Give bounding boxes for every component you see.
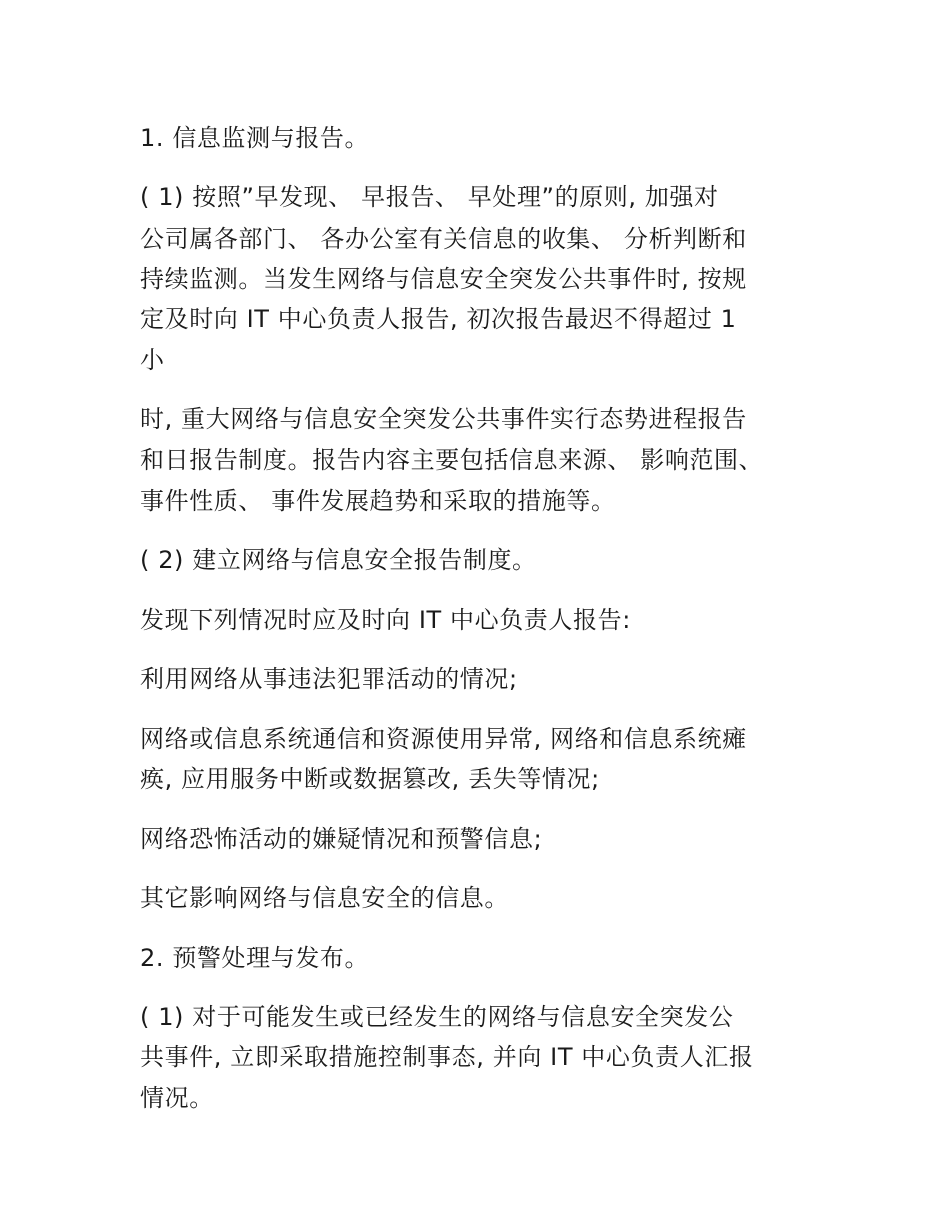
list-item: 利用网络从事违法犯罪活动的情况; xyxy=(140,665,518,693)
paragraph-line: 公司属各部门、 各办公室有关信息的收集、 分析判断和 xyxy=(140,225,747,253)
section-heading-warning: 2. 预警处理与发布。 xyxy=(140,944,370,972)
section-heading-monitoring: 1. 信息监测与报告。 xyxy=(140,124,370,152)
list-item: 痪, 应用服务中断或数据篡改, 丢失等情况; xyxy=(140,765,600,793)
list-item: 网络或信息系统通信和资源使用异常, 网络和信息系统瘫 xyxy=(140,725,747,753)
paragraph-line: 发现下列情况时应及时向 IT 中心负责人报告: xyxy=(140,606,631,634)
paragraph-line: 时, 重大网络与信息安全突发公共事件实行态势进程报告 xyxy=(140,405,747,433)
subsection-heading-report-system: ( 2) 建立网络与信息安全报告制度。 xyxy=(140,546,537,574)
paragraph-line: ( 1) 对于可能发生或已经发生的网络与信息安全突发公 xyxy=(140,1003,734,1031)
list-item: 网络恐怖活动的嫌疑情况和预警信息; xyxy=(140,825,543,853)
paragraph-line: 共事件, 立即采取措施控制事态, 并向 IT 中心负责人汇报 xyxy=(140,1043,754,1071)
list-item: 其它影响网络与信息安全的信息。 xyxy=(140,884,509,912)
paragraph-line: 和日报告制度。报告内容主要包括信息来源、 影响范围、 xyxy=(140,446,764,474)
paragraph-line: 持续监测。当发生网络与信息安全突发公共事件时, 按规 xyxy=(140,265,747,293)
paragraph-line: 定及时向 IT 中心负责人报告, 初次报告最迟不得超过 1 xyxy=(140,305,737,333)
paragraph-line: 小 xyxy=(140,346,165,374)
paragraph-line: 事件性质、 事件发展趋势和采取的措施等。 xyxy=(140,487,616,515)
paragraph-line: ( 1) 按照”早发现、 早报告、 早处理”的原则, 加强对 xyxy=(140,183,719,211)
paragraph-line: 情况。 xyxy=(140,1084,214,1112)
